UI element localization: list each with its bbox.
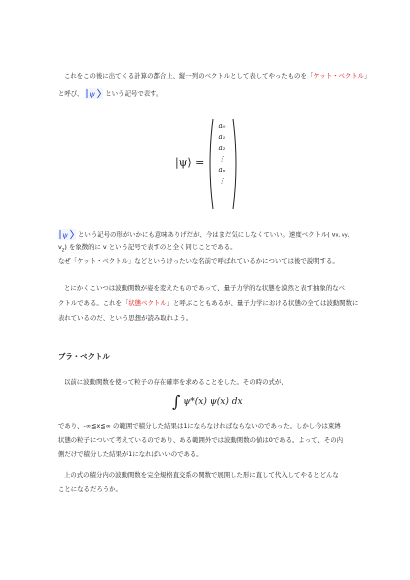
- paragraph-line: [58, 299, 358, 307]
- paragraph-line: [58, 314, 358, 322]
- text-segment: y,: [344, 232, 350, 239]
- paragraph-probability: [58, 378, 358, 386]
- integral-expression: ψ*(x) ψ(x) dx: [183, 397, 243, 407]
- text-segment: なぜ「ケット・ベクトル」などというけったいな名前で呼ばれているかについては後で説明する。: [58, 257, 339, 266]
- paragraph-ket-explanation: [58, 229, 358, 265]
- ket-symbol-icon: [58, 229, 76, 240]
- text-segment: 以前に波動関数を使って粒子の存在確率を求めることをした。その時の式が、: [64, 378, 288, 386]
- matrix-entry: aₙ: [218, 166, 226, 174]
- matrix-entries: [215, 121, 229, 187]
- ket-symbol-icon: [85, 88, 103, 99]
- paragraph-line: [58, 422, 358, 430]
- ket-symbol-image: [58, 229, 76, 240]
- ket-psi-glyph: ψ: [89, 89, 96, 99]
- paragraph-line: [58, 485, 358, 493]
- matrix-entry: a₀: [218, 122, 226, 130]
- ket-vector-term: ケット・ベクトル: [313, 72, 365, 80]
- ket-psi-glyph: ψ: [62, 230, 68, 240]
- paragraph-ket-intro: [58, 72, 371, 99]
- paragraph-line: [58, 72, 371, 80]
- text-segment: ことになるだろうか。: [58, 485, 122, 493]
- text-segment: これをこの後に出てくる計算の都合上、縦一列のベクトルとして表してやったものを「: [64, 72, 314, 80]
- paragraph-line: [58, 378, 358, 386]
- probability-integral: [172, 392, 243, 411]
- paragraph-line: [58, 88, 358, 99]
- text-segment: 」と呼ぶこともあるが、量子力学における状態の全ては波動関数に: [166, 299, 359, 307]
- ket-column-vector: [175, 116, 265, 212]
- text-segment: と呼び、: [58, 89, 84, 98]
- text-segment: であり、-∞≦x≦∞ の範囲で積分した結果は1にならなければならないのであった。しかし今は束縛: [58, 422, 341, 430]
- paragraph-line: [58, 257, 358, 265]
- paragraph-state-vector: [58, 284, 358, 322]
- text-segment: x, v: [335, 232, 345, 239]
- text-segment: とにかくこいつは波動関数が姿を変えたものであって、量子力学的な状態を漠然と表す抽象的なベ: [64, 284, 345, 292]
- text-segment: ) を象徴的に v という記号で表すのと全く同じことである。: [64, 243, 237, 251]
- matrix-entry: ⋮: [218, 177, 226, 185]
- paragraph-normalization: [58, 422, 358, 458]
- paragraph-line: [58, 436, 358, 444]
- ket-symbol-image: [85, 88, 103, 99]
- paragraph-line: [58, 284, 358, 292]
- state-vector-term: 状態ベクトル: [128, 299, 167, 307]
- text-segment: 側だけで積分した結果が1になればいいのである。: [58, 450, 203, 458]
- paragraph-line: [58, 243, 358, 254]
- text-segment: 状態の粒子について考えているのであり、ある範囲外では波動関数の値は0である。よって、その内: [58, 436, 343, 444]
- section-heading: ブラ・ベクトル: [58, 352, 110, 361]
- text-segment: という記号で表す。: [105, 89, 163, 98]
- ket-vector-lhs: |ψ⟩ =: [175, 156, 205, 169]
- text-segment: クトルである。これを「: [58, 299, 129, 307]
- paragraph-line: [58, 450, 358, 458]
- text-segment: v: [58, 243, 62, 251]
- matrix-entry: a₁: [218, 133, 226, 141]
- text-segment: という記号の形がいかにも意味ありげだが、今はまだ気にしなくていい。速度ベクトル( v: [78, 230, 336, 239]
- subscript: z: [61, 247, 65, 254]
- matrix-entry: ⋮: [218, 155, 226, 163]
- paragraph-line: [58, 229, 358, 240]
- integral-sign-icon: ∫: [172, 392, 181, 411]
- paragraph-expansion: [58, 471, 358, 493]
- text-segment: 表れているのだ、という思想が読み取れよう。: [58, 314, 193, 322]
- text-segment: 上の式の積分内の波動関数を完全規格直交系の関数で展開した形に直して代入してやるとどんな: [64, 471, 339, 479]
- text-segment: 」: [364, 72, 371, 80]
- matrix-entry: a₂: [218, 144, 226, 152]
- paragraph-line: [58, 471, 358, 479]
